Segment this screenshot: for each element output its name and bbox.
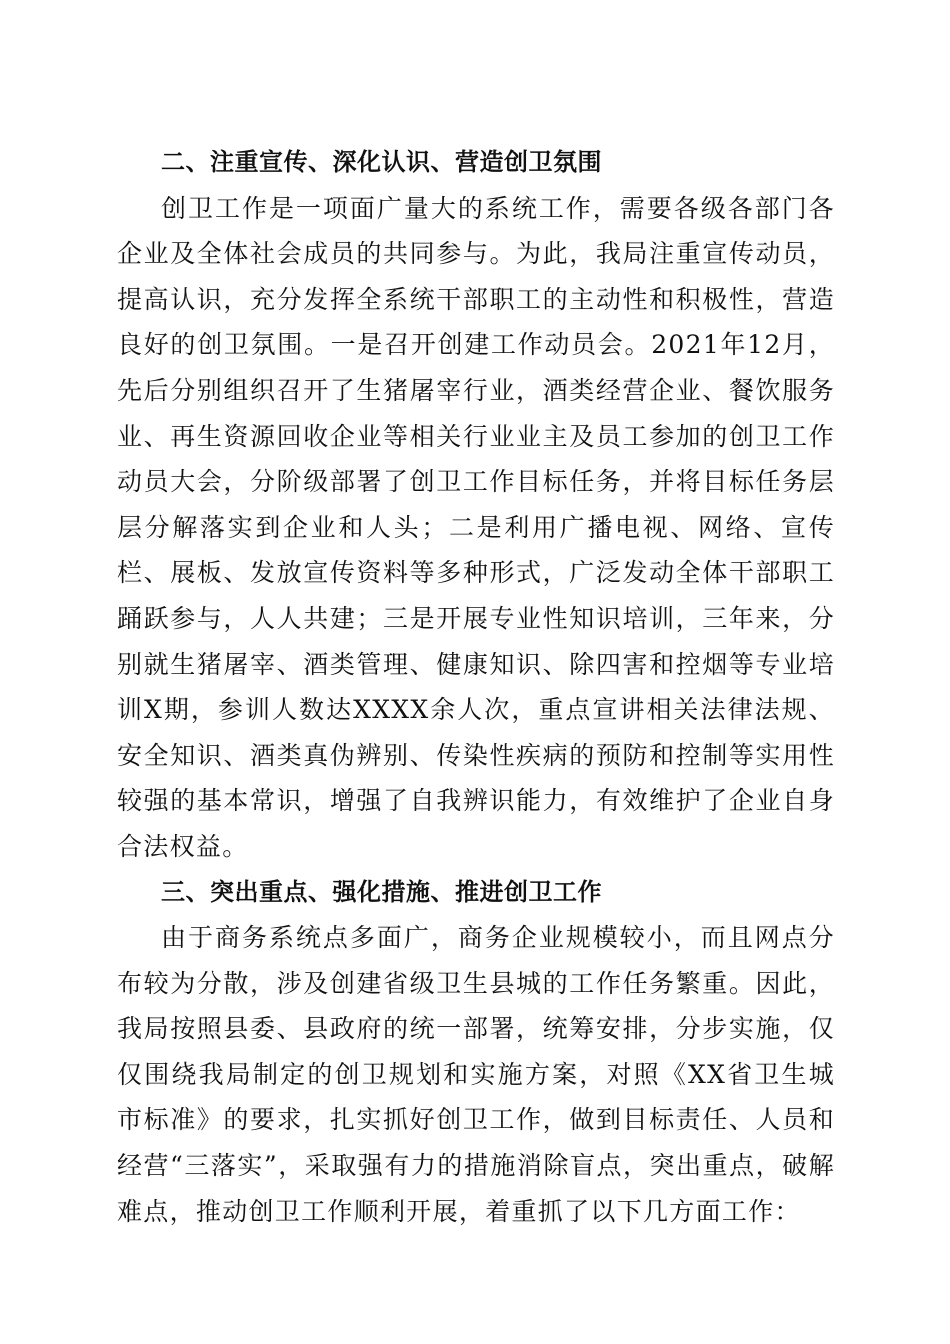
section-3-heading: 三、突出重点、强化措施、推进创卫工作 bbox=[161, 877, 602, 906]
section-2-paragraph: 创卫工作是一项面广量大的系统工作，需要各级各部门各企业及全体社会成员的共同参与。为此，我局注重宣传动员，提高认识，充分发挥全系统干部职工的主动性和积极性，营造良好的创卫氛围。一是召开创建工作动员会。2021年12月，先后分别组织召开了生猪屠宰行业，酒类经营企业、餐饮服务业、再生资源回收企业等相关行业业主及员工参加的创卫工作动员大会，分阶级部署了创卫工作目标任务，并将目标任务层层分解落实到企业和人头；二是利用广播电视、网络、宣传栏、展板、发放宣传资料等多种形式，广泛发动全体干部职工踊跃参与，人人共建；三是开展专业性知识培训，三年来，分别就生猪屠宰、酒类管理、健康知识、除四害和控烟等专业培训X期，参训人数达XXXX余人次，重点宣讲相关法律法规、安全知识、酒类真伪辨别、传染性疾病的预防和控制等实用性较强的基本常识，增强了自我辨识能力，有效维护了企业自身合法权益。 bbox=[117, 193, 835, 861]
section-3-paragraph: 由于商务系统点多面广，商务企业规模较小，而且网点分布较为分散，涉及创建省级卫生县城的工作任务繁重。因此，我局按照县委、县政府的统一部署，统筹安排，分步实施，仅仅围绕我局制定的创卫规划和实施方案，对照《XX省卫生城市标准》的要求，扎实抓好创卫工作，做到目标责任、人员和经营“三落实”，采取强有力的措施消除盲点，突出重点，破解难点，推动创卫工作顺利开展，着重抓了以下几方面工作： bbox=[117, 923, 835, 1226]
section-2-heading: 二、注重宣传、深化认识、营造创卫氛围 bbox=[161, 148, 602, 176]
document-page bbox=[117, 140, 835, 1234]
